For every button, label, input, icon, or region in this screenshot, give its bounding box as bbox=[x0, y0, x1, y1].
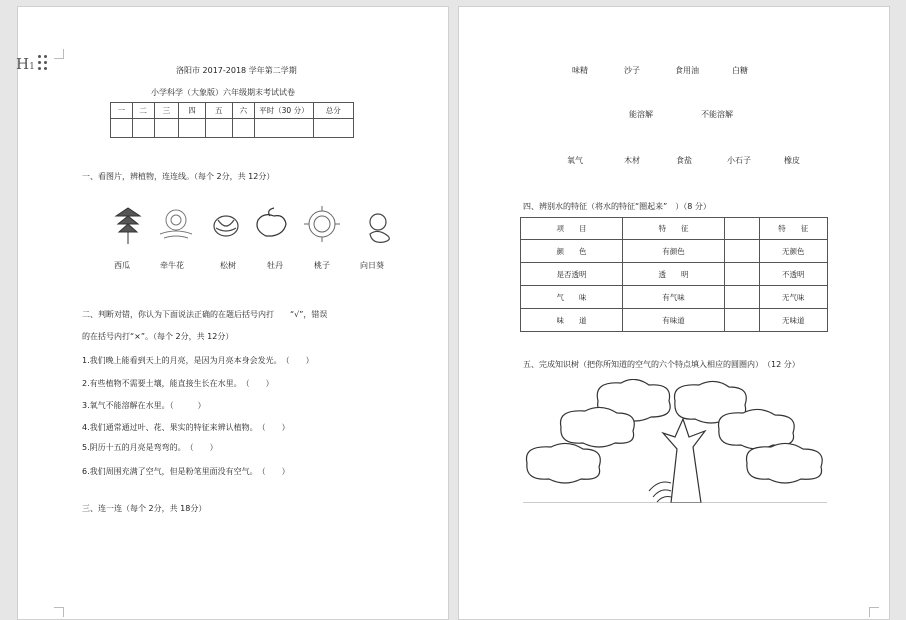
drag-handle-icon[interactable] bbox=[38, 55, 48, 71]
cloud-bubble bbox=[527, 443, 601, 483]
table-cell: 特 征 bbox=[623, 218, 725, 240]
table-cell: 项 目 bbox=[521, 218, 623, 240]
substance-item: 味精 bbox=[572, 66, 588, 75]
table-cell: 气 味 bbox=[521, 286, 623, 309]
heading-style-icon[interactable]: H1 bbox=[16, 55, 35, 73]
table-cell: 有气味 bbox=[623, 286, 725, 309]
corner-mark bbox=[54, 49, 64, 59]
q1-label: 桃子 bbox=[314, 261, 330, 270]
score-header-cell: 平时（30 分） bbox=[255, 103, 313, 119]
score-header-cell: 六 bbox=[232, 103, 255, 119]
morning-glory-icon bbox=[370, 214, 389, 242]
q2-heading-line1: 二、判断对错，你认为下面说法正确的在题后括号内打 “√”，错误 bbox=[82, 310, 328, 319]
table-cell: 味 道 bbox=[521, 309, 623, 332]
cloud-bubble bbox=[747, 443, 823, 483]
q5-heading: 五、完成知识树（把你所知道的空气的六个特点填入相应的圆圈内） （12 分） bbox=[523, 360, 800, 369]
q2-item: 5.阴历十五的月亮是弯弯的。 （ ） bbox=[82, 443, 218, 452]
score-header-cell: 五 bbox=[205, 103, 232, 119]
score-header-cell: 一 bbox=[111, 103, 133, 119]
substance-item: 沙子 bbox=[624, 66, 640, 75]
q1-heading: 一、看图片，辨植物，连连线。（每个 2分，共 12分） bbox=[82, 172, 275, 181]
exam-subtitle: 小学科学（大象版）六年级期末考试试卷 bbox=[151, 88, 295, 97]
q2-item: 6.我们周围充满了空气，但是粉笔里面没有空气。 （ ） bbox=[82, 467, 290, 476]
q2-item: 1.我们晚上能看到天上的月亮，是因为月亮本身会发光。 （ ） bbox=[82, 356, 314, 365]
category-label: 能溶解 bbox=[629, 110, 653, 119]
q1-label: 牵牛花 bbox=[160, 261, 184, 270]
table-cell: 颜 色 bbox=[521, 240, 623, 263]
table-cell: 透 明 bbox=[623, 263, 725, 286]
q2-item: 2.有些植物不需要土壤，能直接生长在水里。 （ ） bbox=[82, 379, 274, 388]
table-cell: 不透明 bbox=[759, 263, 827, 286]
substance-item: 食盐 bbox=[676, 156, 692, 165]
table-cell: 无颜色 bbox=[759, 240, 827, 263]
q1-label: 牡丹 bbox=[267, 261, 283, 270]
substance-item: 白糖 bbox=[732, 66, 748, 75]
substance-item: 木材 bbox=[624, 156, 640, 165]
document-page-1 bbox=[17, 6, 449, 620]
document-page-2 bbox=[458, 6, 890, 620]
score-table bbox=[110, 102, 354, 138]
q1-label: 向日葵 bbox=[360, 261, 384, 270]
exam-title: 洛阳市 2017-2018 学年第二学期 bbox=[176, 66, 297, 75]
q2-heading-line2: 的在括号内打“×”。（每个 2分，共 12分） bbox=[82, 332, 234, 341]
q4-heading: 四、辨别水的特征（将水的特征“圈起来” ）（8 分） bbox=[523, 202, 711, 211]
corner-mark bbox=[869, 607, 879, 617]
q1-label: 西瓜 bbox=[114, 261, 130, 270]
peach-icon bbox=[257, 208, 286, 236]
q1-label: 松树 bbox=[220, 261, 236, 270]
plant-pictures bbox=[108, 202, 408, 247]
table-cell: 有颜色 bbox=[623, 240, 725, 263]
sunflower-icon bbox=[304, 206, 340, 242]
score-header-cell: 四 bbox=[179, 103, 206, 119]
score-header-cell: 二 bbox=[132, 103, 154, 119]
score-header-cell: 三 bbox=[154, 103, 179, 119]
table-cell: 是否透明 bbox=[521, 263, 623, 286]
substance-item: 氧气 bbox=[567, 156, 583, 165]
substance-item: 橡皮 bbox=[784, 156, 800, 165]
score-header-cell: 总分 bbox=[313, 103, 353, 119]
substance-item: 食用油 bbox=[675, 66, 699, 75]
table-cell: 无味道 bbox=[759, 309, 827, 332]
pine-tree-icon bbox=[116, 208, 140, 244]
q3-heading: 三、连一连（每个 2分，共 18分） bbox=[82, 504, 207, 513]
corner-mark bbox=[54, 607, 64, 617]
water-features-table bbox=[520, 217, 828, 332]
q2-item: 3.氧气不能溶解在水里。（ ） bbox=[82, 401, 206, 410]
substance-item: 小石子 bbox=[727, 156, 751, 165]
knowledge-tree-drawing bbox=[523, 379, 827, 503]
peony-icon bbox=[160, 210, 192, 238]
table-cell: 特 征 bbox=[759, 218, 827, 240]
q2-item: 4.我们通常通过叶、花、果实的特征来辨认植物。 （ ） bbox=[82, 423, 290, 432]
table-cell: 有味道 bbox=[623, 309, 725, 332]
watermelon-icon bbox=[214, 216, 238, 236]
table-cell: 无气味 bbox=[759, 286, 827, 309]
category-label: 不能溶解 bbox=[701, 110, 733, 119]
cloud-bubble bbox=[561, 407, 635, 447]
